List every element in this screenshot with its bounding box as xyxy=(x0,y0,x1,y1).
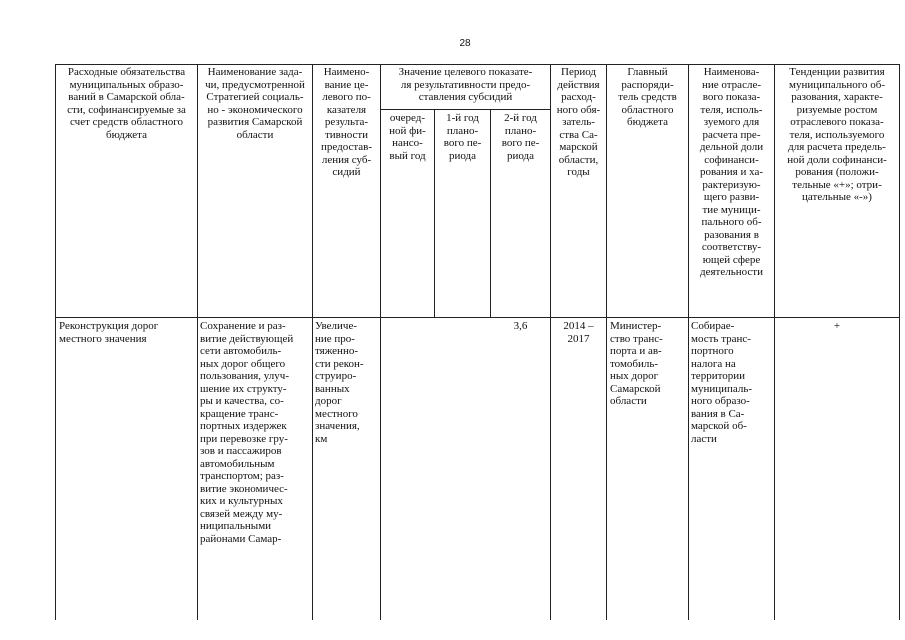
table-border-left xyxy=(55,64,56,620)
subheader-first-plan-year: 1-й год плано- вого пе- риода xyxy=(443,112,482,162)
col-divider-4 xyxy=(434,109,435,317)
row-sector-indicator: Собирае- мость транс- портного налога на территории муниципаль- ного образо- вания в Са- марской об- ласти xyxy=(691,320,753,445)
header-task-name: Наименование зада- чи, предусмотренной Стратегией социаль- но - экономического развития Самарской области xyxy=(205,66,305,141)
row-expense-obligation: Реконструкция дорог местного значения xyxy=(59,320,159,345)
col-divider-3 xyxy=(380,64,381,620)
header-main-manager: Главный распоряди- тель средств областного бюджета xyxy=(618,66,677,128)
row-value-second-plan-year: 3,6 xyxy=(513,320,528,332)
col-divider-7 xyxy=(606,64,607,620)
header-expense-obligations: Расходные обязательства муниципальных образо- ваний в Самарской обла- сти, софинансируемые за счет средств областного бюджета xyxy=(67,66,186,141)
col-divider-9 xyxy=(774,64,775,620)
row-task-name: Сохранение и раз- витие действующей сети автомобиль- ных дорог общего пользования, улуч- шение их структу- ры и качества, со- кращение транс- портных издержек при перевозке гру- зов и пассажиров автомобильным транспортом; раз- витие экономичес- ких и культурных связей между му- ниципальными районами Самар- xyxy=(200,320,294,545)
row-main-manager: Министер- ство транс- порта и ав- томобиль- ных дорог Самарской области xyxy=(610,320,663,407)
table-border-right xyxy=(899,64,900,620)
header-sector-indicator: Наименова- ние отрасле- вого показа- теля, исполь- зуемого для расчета пре- дельной доли софинанси- рования и ха- рактеризую- щего разви- тие муници- пального об- разования в соответству- ющей сфере деятельности xyxy=(699,66,764,278)
col-divider-8 xyxy=(688,64,689,620)
col-divider-5 xyxy=(490,109,491,317)
header-indicator-name: Наимено- вание це- левого по- казателя результа- тивности предостав- ления суб- сидий xyxy=(320,66,373,178)
page-number: 28 xyxy=(459,38,471,49)
col-divider-1 xyxy=(197,64,198,620)
col-divider-2 xyxy=(312,64,313,620)
header-period: Период действия расход- ного обя- затель- ства Са- марской области, годы xyxy=(556,66,601,178)
row-period: 2014 – 2017 xyxy=(563,320,594,345)
row-trend: + xyxy=(833,320,841,332)
group-subheader-divider xyxy=(380,109,550,110)
header-development-trends: Тенденции развития муниципального об- разования, характе- ризуемые ростом отраслевого показа- теля, используемого для расчета предель- ной доли софинанси- рования (положи- тельные «+»; отри- цательные «-») xyxy=(787,66,887,203)
header-indicator-value-group: Значение целевого показате- ля результативности предо- ставления субсидий xyxy=(398,66,533,103)
col-divider-6 xyxy=(550,64,551,620)
subheader-second-plan-year: 2-й год плано- вого пе- риода xyxy=(501,112,540,162)
row-indicator-name: Увеличе- ние про- тяженно- сти рекон- струиро- ванных дорог местного значения, км xyxy=(315,320,364,445)
subheader-next-fiscal-year: очеред- ной фи- нансо- вый год xyxy=(389,112,426,162)
